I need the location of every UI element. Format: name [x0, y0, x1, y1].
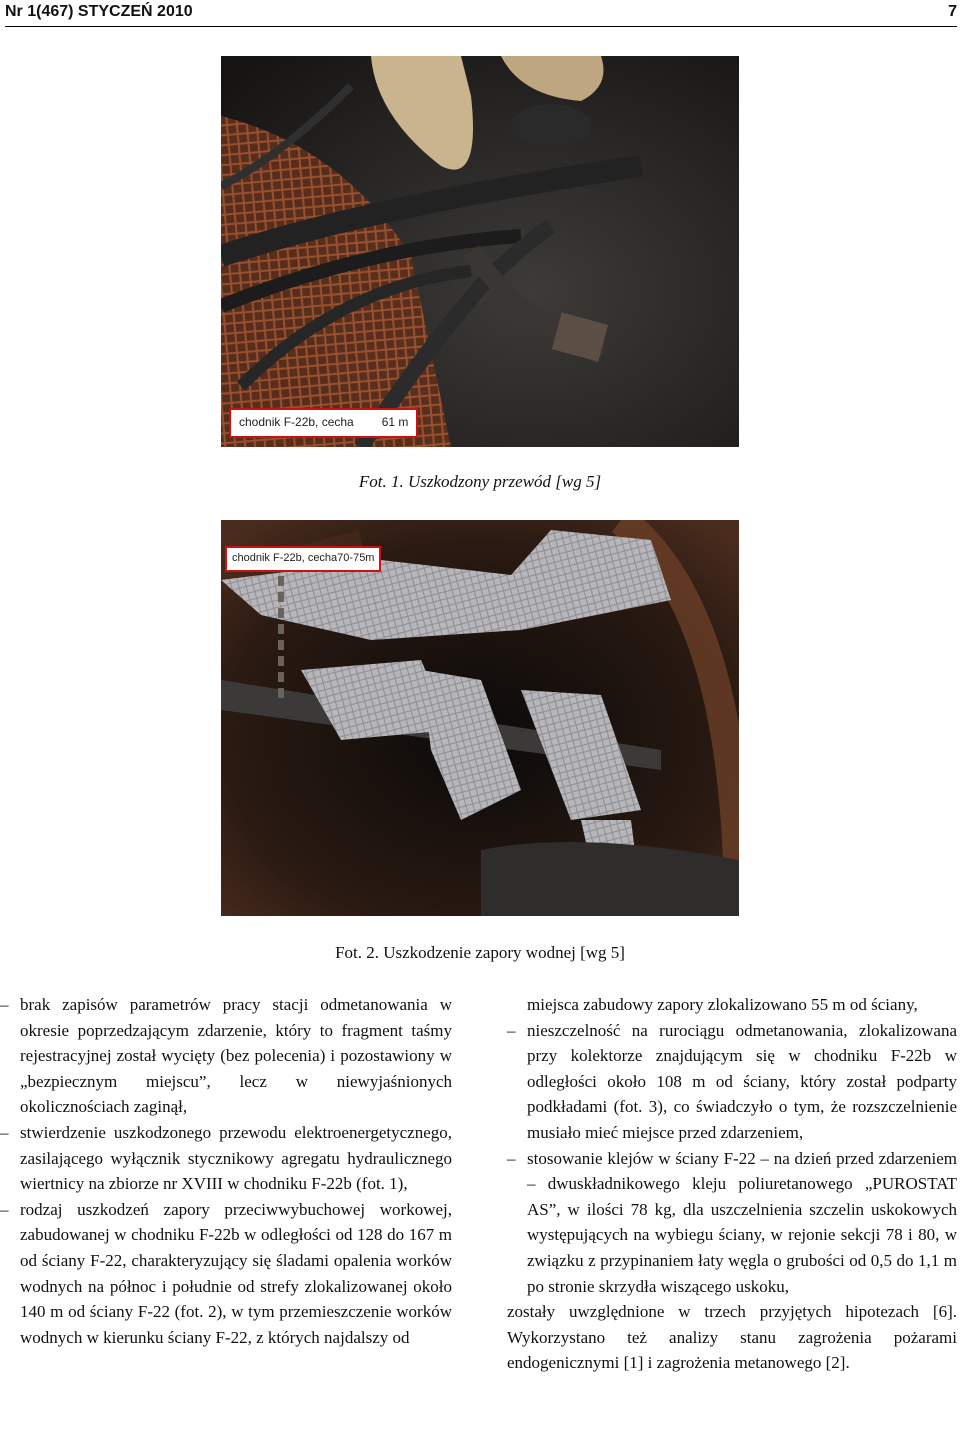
photo-distance-text: 61 m — [381, 415, 409, 429]
list-dash: – — [0, 995, 9, 1014]
figure-caption-2: Fot. 2. Uszkodzenie zapory wodnej [wg 5] — [335, 943, 625, 962]
list-item — [0, 992, 452, 1120]
list-item-text: rodzaj uszkodzeń zapory przeciwwybuchowej workowej, zabudowanej w chodniku F-22b w odległości od 128 do 167 m od ściany F-22, charakteryzujący się śladami opalenia worków wodnych na północ i południe od strefy zlokalizowanej około 140 m od ściany F-22 (fot. 2), w tym przemieszczenie worków wodnych w kierunku ściany F-22, z których najdalszy od — [20, 1199, 452, 1347]
closing-paragraph: zostały uwzględnione w trzech przyjętych hipotezach [6]. Wykorzystano też analizy stanu zagrożenia pożarami endogenicznymi [1] i zagrożenia metanowego [2]. — [507, 1302, 957, 1373]
list-item — [0, 1197, 452, 1351]
running-header — [5, 0, 957, 27]
list-item-text: brak zapisów parametrów pracy stacji odmetanowania w okresie poprzedzającym zdarzenie, który to fragment taśmy rejestracyjnej został wycięty (bez polecenia) i pozostawiony w „bezpiecznym miejscu”, lecz w niewyjaśnionych okolicznościach zaginął, — [20, 995, 452, 1117]
list-dash: – — [507, 1148, 516, 1168]
photo-damaged-water-barrier — [221, 520, 739, 916]
list-item-text: stwierdzenie uszkodzonego przewodu elektroenergetycznego, zasilającego wyłącznik stycznikowy agregatu hydraulicznego wiertnicy na zbiorze nr XVIII w chodniku F-22b (fot. 1), — [20, 1122, 452, 1194]
text-column-left — [0, 992, 452, 1350]
page-number: 7 — [948, 3, 957, 20]
list-dash: – — [0, 1199, 9, 1219]
list-item — [507, 1146, 957, 1300]
list-item-text: stosowanie klejów w ściany F-22 – na dzień przed zdarzeniem – dwuskładnikowego kleju poliuretanowego „PUROSTAT AS”, w ilości 78 kg, dla uszczelnienia szczelin uskokowych występujących na wybiegu ściany, w rejonie sekcji 78 i 80, w związku z przypinaniem łaty węgla o grubości od 0,5 do 1,1 m po stronie skrzydła wiszącego uskoku, — [527, 1148, 957, 1296]
list-item — [507, 1018, 957, 1146]
photo-location-text: chodnik F-22b, cecha — [239, 415, 354, 429]
list-item-continuation: miejsca zabudowy zapory zlokalizowano 55 m od ściany, — [527, 995, 918, 1014]
photo-damaged-cable — [221, 56, 739, 447]
list-item-text: nieszczelność na rurociągu odmetanowania, zlokalizowana przy kolektorze znajdującym się w chodniku F-22b w odległości około 108 m od ściany, który został podparty podkładami (fot. 3), co świadczyło o tym, że rozszczelnienie musiało mieć miejsce przed zdarzeniem, — [527, 1020, 957, 1142]
photo-location-label: chodnik F-22b, cecha70-75m — [225, 546, 381, 572]
list-item — [0, 1120, 452, 1197]
list-dash: – — [0, 1122, 9, 1142]
list-dash: – — [507, 1020, 516, 1040]
journal-issue: Nr 1(467) STYCZEŃ 2010 — [5, 3, 193, 20]
text-column-right — [507, 992, 957, 1376]
figure-caption-1: Fot. 1. Uszkodzony przewód [wg 5] — [358, 472, 602, 491]
photo-location-label — [229, 408, 418, 438]
